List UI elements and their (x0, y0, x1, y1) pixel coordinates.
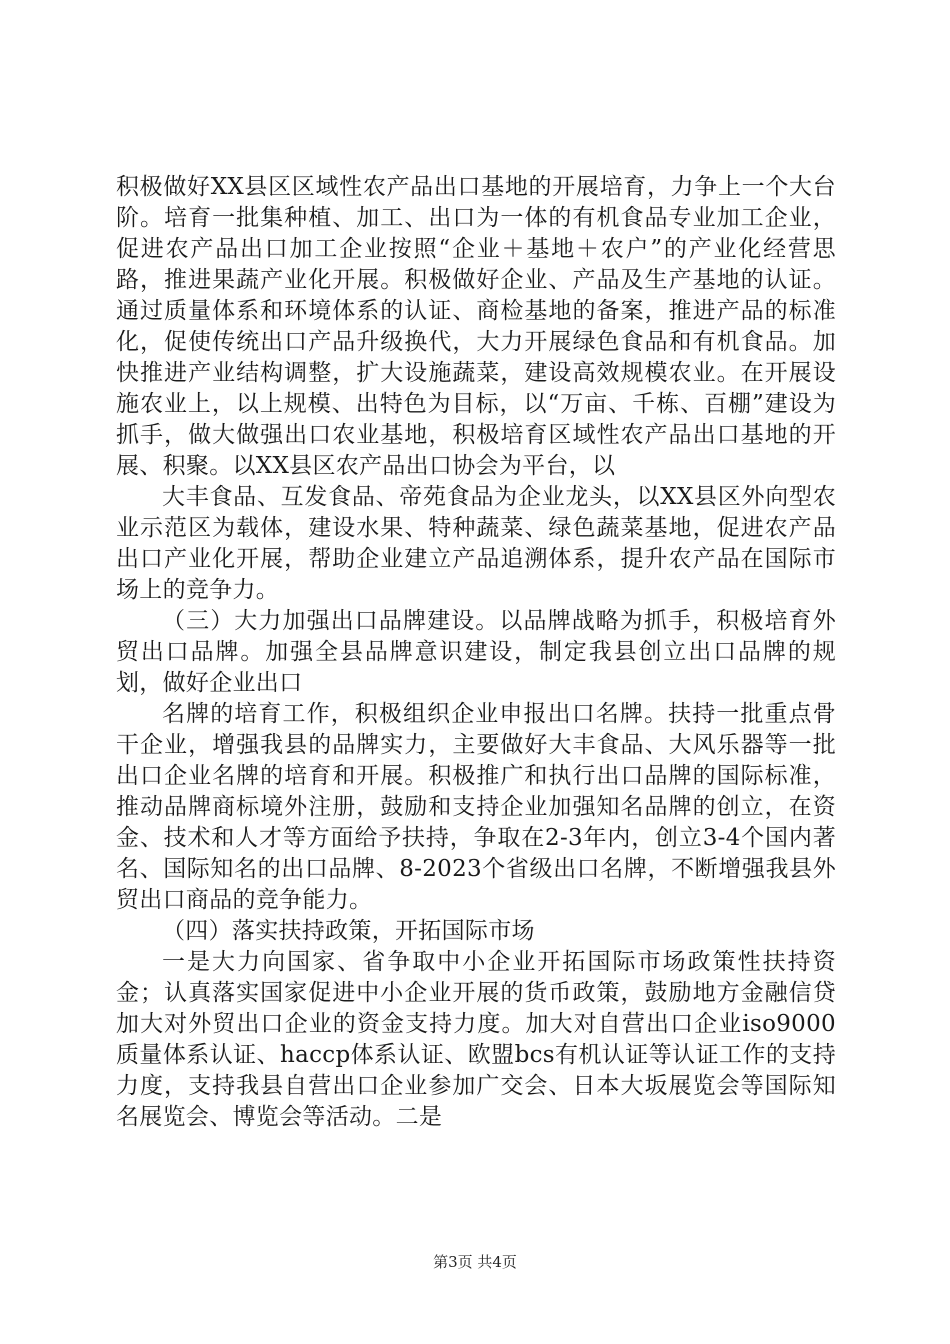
paragraph-export-base: 积极做好XX县区区域性农产品出口基地的开展培育，力争上一个大台阶。培育一批集种植、加工、出口为一体的有机食品专业加工企业，促进农产品出口加工企业按照“企业＋基地＋农户”的产业化经营思路，推进果蔬产业化开展。积极做好企业、产品及生产基地的认证。通过质量体系和环境体系的认证、商检基地的备案，推进产品的标准化，促使传统出口产品升级换代，大力开展绿色食品和有机食品。加快推进产业结构调整，扩大设施蔬菜，建设高效规模农业。在开展设施农业上，以上规模、出特色为目标，以“万亩、千栋、百棚”建设为抓手，做大做强出口农业基地，积极培育区域性农产品出口基地的开展、积聚。以XX县区农产品出口协会为平台，以 (116, 174, 836, 479)
page-footer: 第3页 共4页 (433, 1253, 517, 1271)
paragraph-brand-cultivation: 名牌的培育工作，积极组织企业申报出口名牌。扶持一批重点骨干企业，增强我县的品牌实力，主要做好大丰食品、大风乐器等一批出口企业名牌的培育和开展。积极推广和执行出口品牌的国际标准，推动品牌商标境外注册，鼓励和支持企业加强知名品牌的创立，在资金、技术和人才等方面给予扶持，争取在2-3年内，创立3-4个国内著名、国际知名的出口品牌、8-2023个省级出口名牌，不断增强我县外贸出口商品的竞争能力。 (116, 701, 836, 913)
document-body (116, 172, 836, 1133)
paragraph-brand-building: （三）大力加强出口品牌建设。以品牌战略为抓手，积极培育外贸出口品牌。加强全县品牌意识建设，制定我县创立出口品牌的规划，做好企业出口 (116, 608, 836, 696)
section-heading-support-policy: （四）落实扶持政策，开拓国际市场 (162, 918, 535, 944)
paragraph-leading-enterprises: 大丰食品、互发食品、帝苑食品为企业龙头，以XX县区外向型农业示范区为载体，建设水果、特种蔬菜、绿色蔬菜基地，促进农产品出口产业化开展，帮助企业建立产品追溯体系，提升农产品在国际市场上的竞争力。 (116, 484, 836, 603)
paragraph-support-policy: 一是大力向国家、省争取中小企业开拓国际市场政策性扶持资金；认真落实国家促进中小企业开展的货币政策，鼓励地方金融信贷加大对外贸出口企业的资金支持力度。加大对自营出口企业iso9000质量体系认证、haccp体系认证、欧盟bcs有机认证等认证工作的支持力度，支持我县自营出口企业参加广交会、日本大坂展览会等国际知名展览会、博览会等活动。二是 (116, 949, 836, 1130)
